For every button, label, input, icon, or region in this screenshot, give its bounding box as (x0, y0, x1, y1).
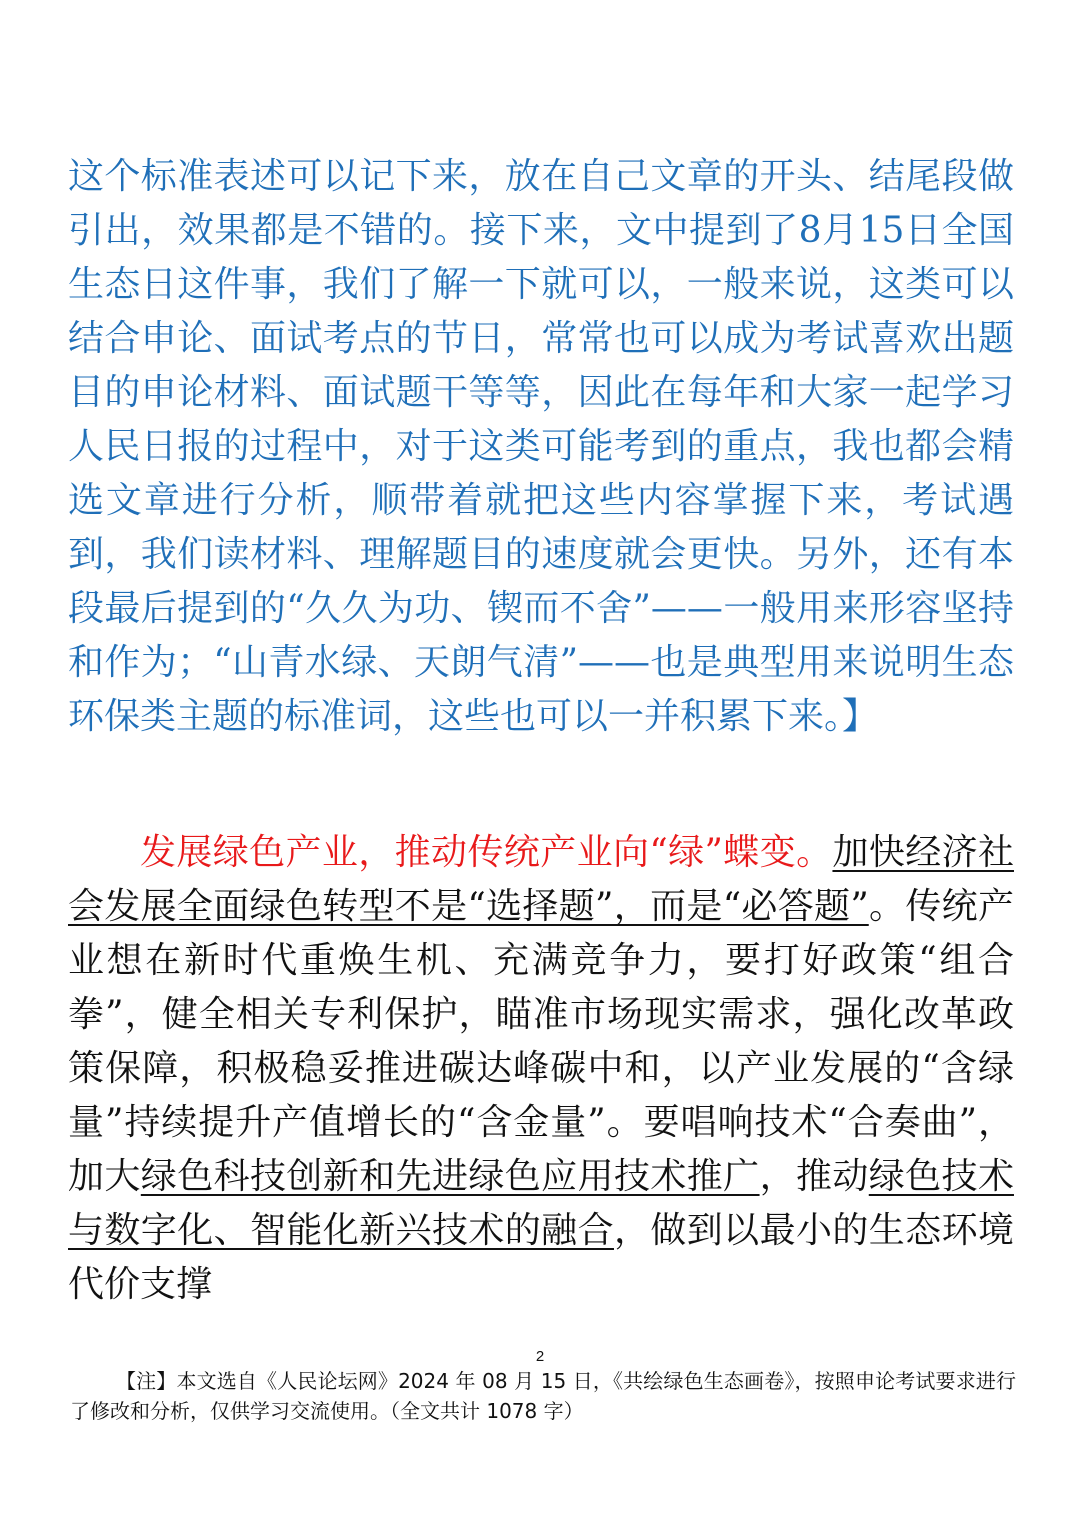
underlined-phrase: 绿色技术与数字化、智能化新兴技术的融合 (68, 1156, 1014, 1251)
page-number: 2 (535, 1348, 545, 1365)
body-text-segment: ，推动 (759, 1156, 869, 1197)
section-heading: 发展绿色产业，推动传统产业向“绿”蝶变。 (140, 832, 833, 873)
body-text-segment: 。传统产业想在新时代重焕生机、充满竞争力，要打好政策“组合拳”，健全相关专利保护，瞄准市场现实需求，强化改革政策保障，积极稳妥推进碳达峰碳中和，以产业发展的“含绿量”持续提升产值增长的“含金量”。要唱响技术“合奏曲”，加大 (68, 886, 1014, 1197)
analysis-paragraph (68, 150, 1014, 744)
footnote: 【注】本文选自《人民论坛网》2024 年 08 月 15 日，《共绘绿色生态画卷》，按照申论考试要求进行了修改和分析，仅供学习交流使用。（全文共计 1078 字） (70, 1369, 1016, 1423)
analysis-text: 这个标准表述可以记下来，放在自己文章的开头、结尾段做引出，效果都是不错的。接下来，文中提到了8月15日全国生态日这件事，我们了解一下就可以，一般来说，这类可以结合申论、面试考点的节日，常常也可以成为考试喜欢出题目的申论材料、面试题干等等，因此在每年和大家一起学习人民日报的过程中，对于这类可能考到的重点，我也都会精选文章进行分析，顺带着就把这些内容掌握下来，考试遇到，我们读材料、理解题目的速度就会更快。另外，还有本段最后提到的“久久为功、锲而不舍”——一般用来形容坚持和作为；“山青水绿、天朗气清”——也是典型用来说明生态环保类主题的标准词，这些也可以一并积累下来。】 (68, 156, 1014, 737)
body-text-segment: ，做到以最小的生态环境代价支撑 (68, 1210, 1014, 1305)
underlined-phrase: 绿色科技创新和先进绿色应用技术推广 (140, 1156, 760, 1197)
underlined-sentence: 加快经济社会发展全面绿色转型不是“选择题”，而是“必答题” (68, 832, 1014, 927)
main-paragraph (68, 826, 1014, 1312)
